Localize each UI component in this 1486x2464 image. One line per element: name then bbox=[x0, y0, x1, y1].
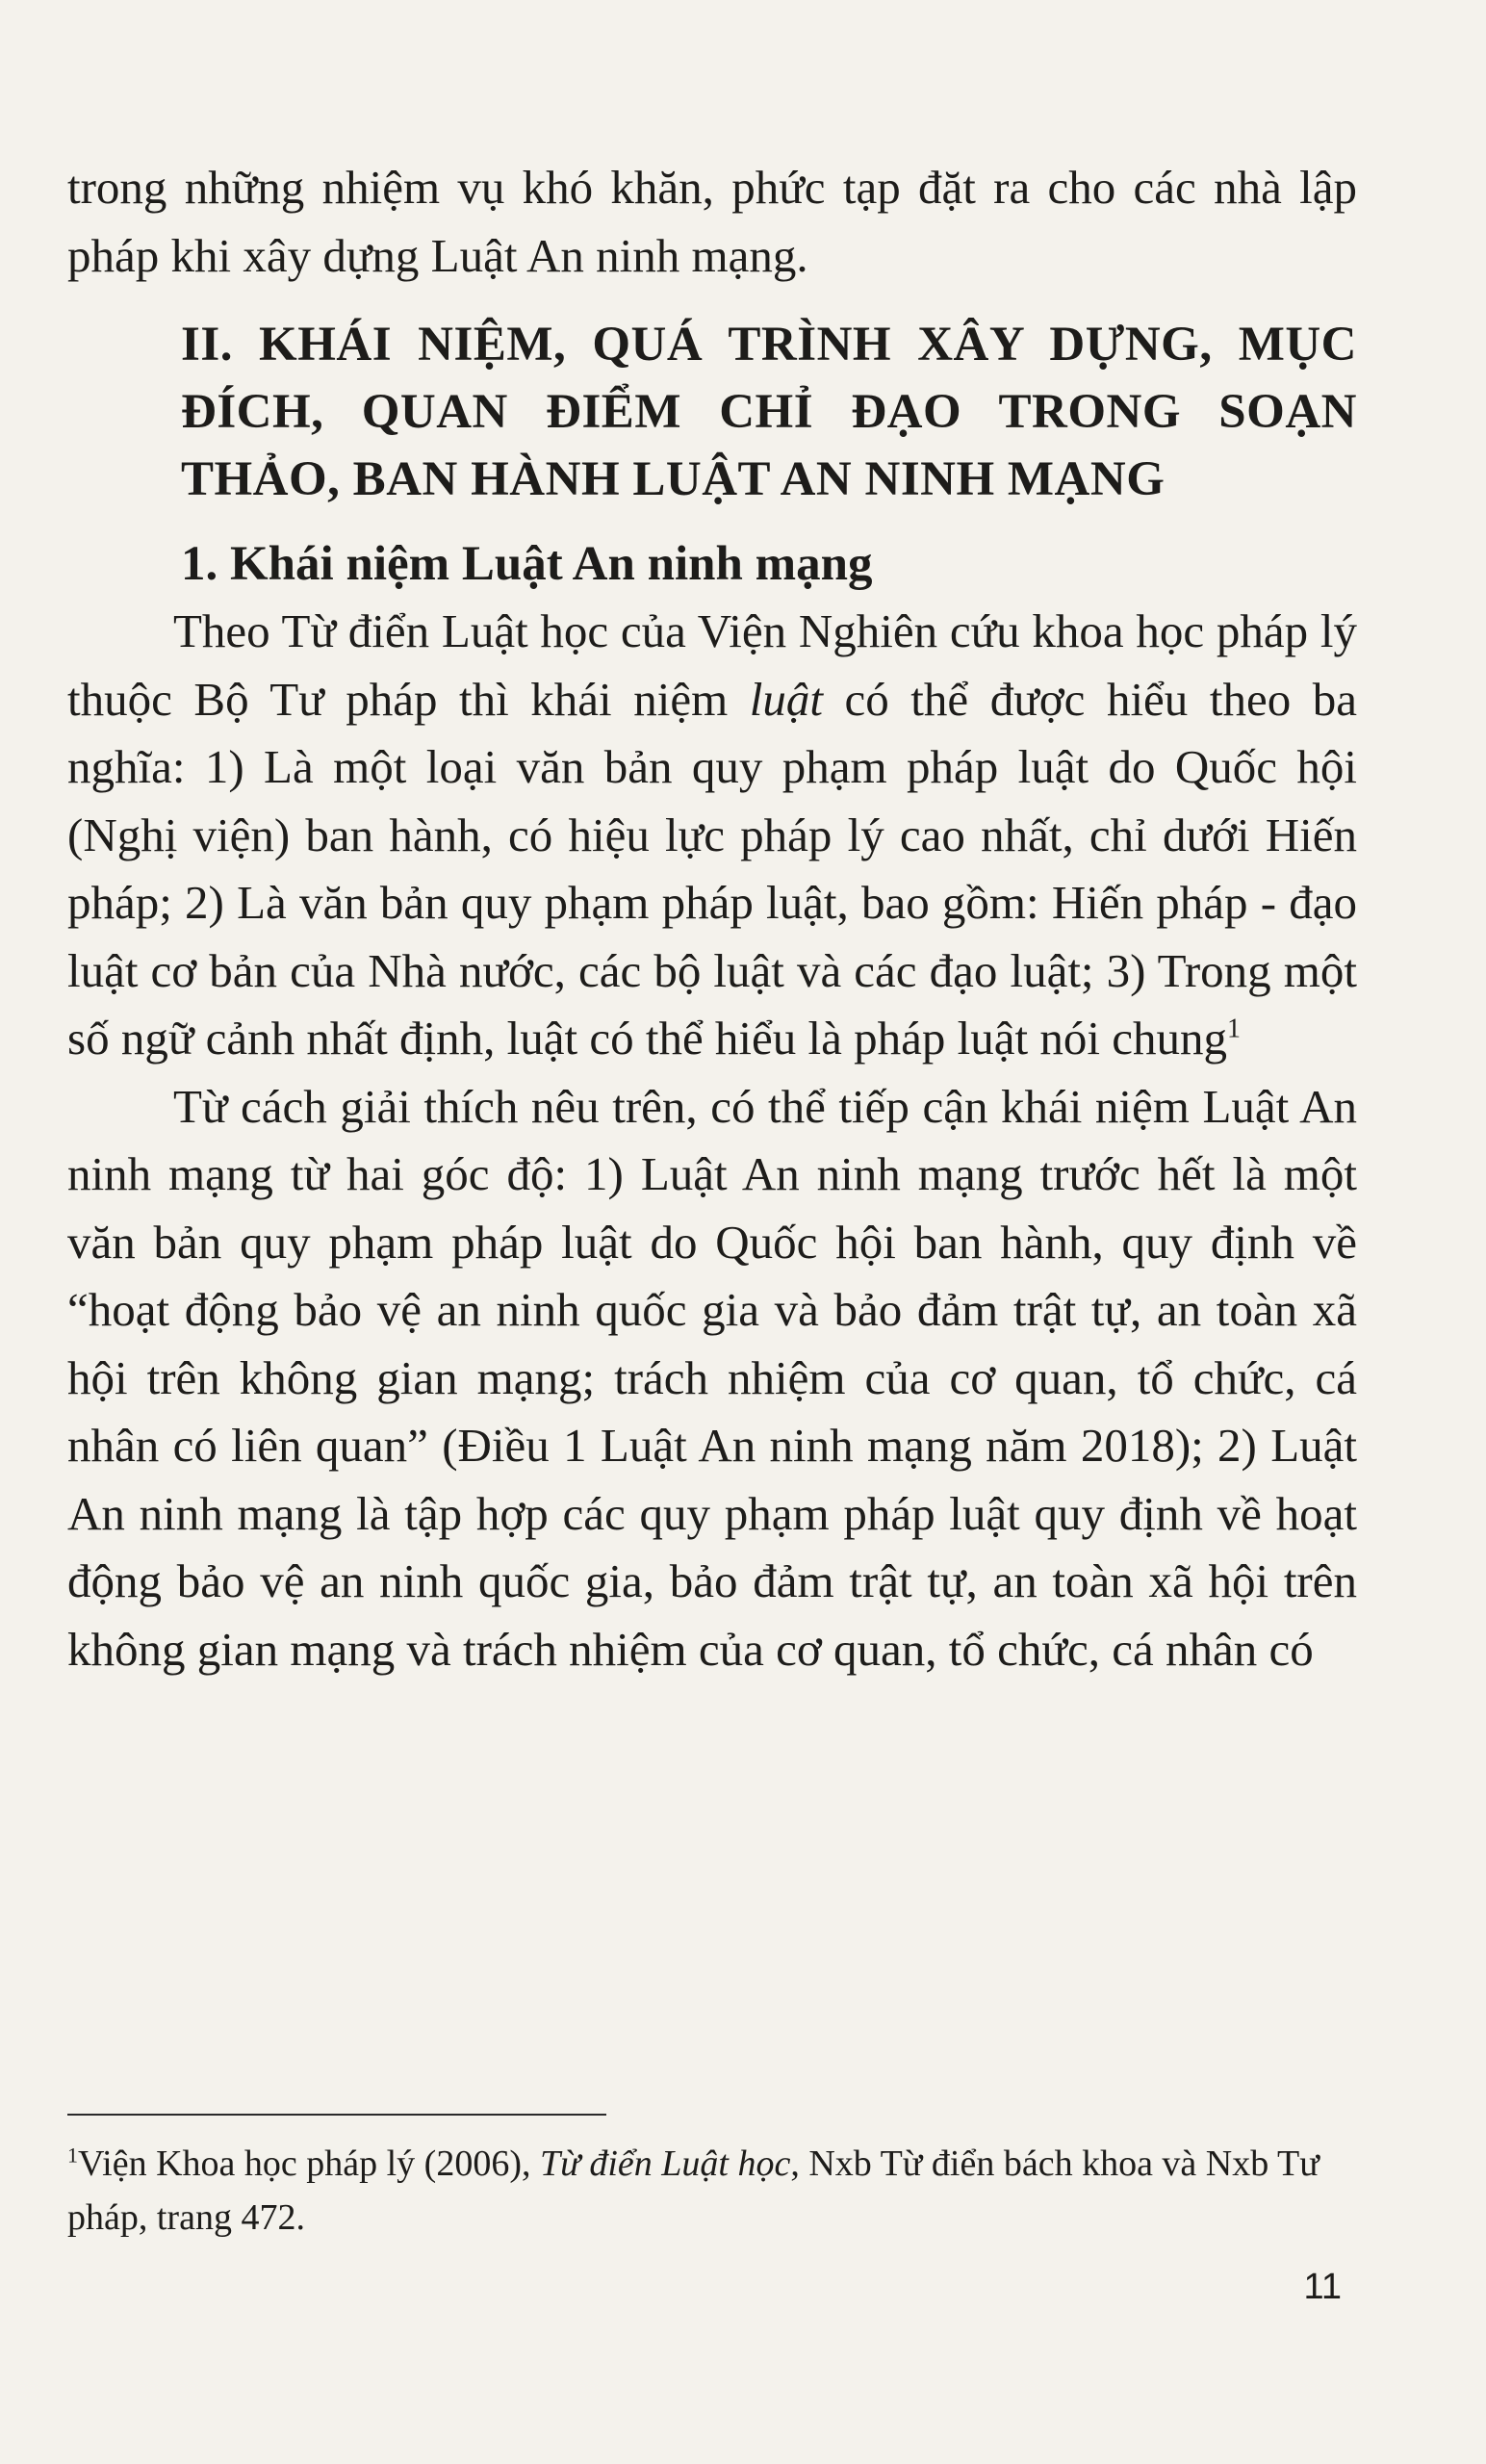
page-content bbox=[67, 154, 1357, 1683]
footnote-reference[interactable]: 1 bbox=[1227, 1014, 1241, 1044]
footnote-divider bbox=[67, 2114, 606, 2116]
footnote-book-title: Từ điển Luật học bbox=[540, 2143, 791, 2184]
page-number: 11 bbox=[1303, 2267, 1342, 2307]
term-luat-italic: luật bbox=[749, 672, 823, 726]
footnote-text-1: Viện Khoa học pháp lý (2006), bbox=[78, 2143, 540, 2184]
footnote bbox=[67, 2137, 1357, 2245]
footnote-marker: 1 bbox=[67, 2143, 78, 2168]
section-heading: II. KHÁI NIỆM, QUÁ TRÌNH XÂY DỰNG, MỤC ĐÍCH, QUAN ĐIỂM CHỈ ĐẠO TRONG SOẠN THẢO, BAN HÀNH LUẬT AN NINH MẠNG bbox=[181, 318, 1357, 506]
paragraph-definition bbox=[67, 598, 1357, 1073]
footnote-text-2: , Nxb Từ điển bách khoa và Nxb Tư pháp, trang 472. bbox=[67, 2143, 1319, 2238]
paragraph-approach: Từ cách giải thích nêu trên, có thể tiếp cận khái niệm Luật An ninh mạng từ hai góc độ: 1) Luật An ninh mạng trước hết là một văn bản quy phạm pháp luật do Quốc hội ban hành, quy định về “hoạt động bảo vệ an ninh quốc gia và bảo đảm trật tự, an toàn xã hội trên không gian mạng; trách nhiệm của cơ quan, tổ chức, cá nhân có liên quan” (Điều 1 Luật An ninh mạng năm 2018); 2) Luật An ninh mạng là tập hợp các quy phạm pháp luật quy định về hoạt động bảo vệ an ninh quốc gia, bảo đảm trật tự, an toàn xã hội trên không gian mạng và trách nhiệm của cơ quan, tổ chức, cá nhân có bbox=[67, 1079, 1357, 1676]
paragraph-definition-text-2: có thể được hiểu theo ba nghĩa: 1) Là một loại văn bản quy phạm pháp luật do Quốc hội (Nghị viện) ban hành, có hiệu lực pháp lý cao nhất, chỉ dưới Hiến pháp; 2) Là văn bản quy phạm pháp luật, bao gồm: Hiến pháp - đạo luật cơ bản của Nhà nước, các bộ luật và các đạo luật; 3) Trong một số ngữ cảnh nhất định, luật có thể hiểu là pháp luật nói chung bbox=[67, 672, 1357, 1065]
intro-paragraph: trong những nhiệm vụ khó khăn, phức tạp đặt ra cho các nhà lập pháp khi xây dựng Luật An ninh mạng. bbox=[67, 161, 1357, 282]
paragraph-definition-text-1: Theo Từ điển Luật học của Viện Nghiên cứu khoa học pháp lý thuộc Bộ Tư pháp thì khái niệm bbox=[67, 604, 1357, 726]
subsection-heading: 1. Khái niệm Luật An ninh mạng bbox=[181, 537, 873, 591]
